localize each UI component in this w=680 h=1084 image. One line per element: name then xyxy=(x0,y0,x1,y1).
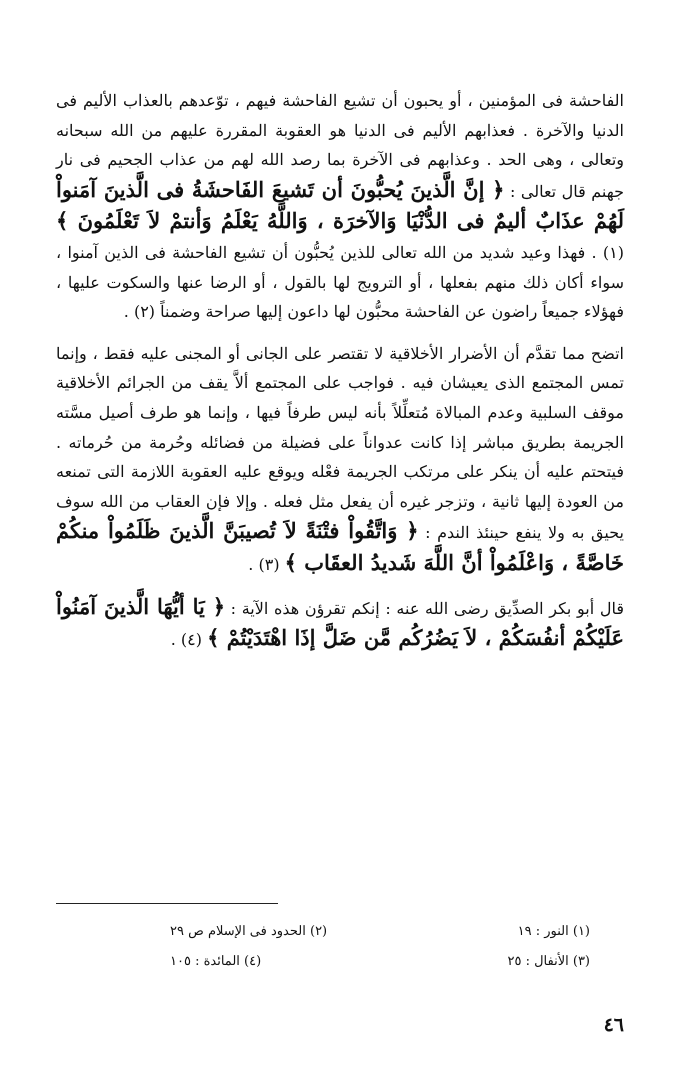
quran-verse: ﴿ يَا أيُّهَا الَّذينَ آمَنُواْ عَلَيْكُمْ أنفُسَكُمْ ، لاَ يَضُرُكُم مَّن ضَلَّ إذَا اهْتَدَيْتُمْ ﴾ xyxy=(56,593,624,651)
footnotes xyxy=(170,917,590,977)
paragraph xyxy=(56,592,624,655)
footnote-row xyxy=(170,947,590,977)
quran-verse: ﴿ إنَّ الَّذينَ يُحبُّونَ أن تَشيعَ الفَاحشَةُ فى الَّذينَ آمَنواْ لَهُمْ عذَابٌ أليمٌ فى الدُّنْيَا وَالآخرَة ، وَاللَّهُ يَعْلَمُ وَأنتمْ لاَ تَعْلَمُونَ ﴾ xyxy=(56,176,624,234)
footnote: (٣) الأنفال : ٢٥ xyxy=(507,954,590,969)
paragraph-text: قال أبو بكر الصدِّيق رضى الله عنه : إنكم تقرؤن هذه الآية : xyxy=(225,598,624,618)
paragraph xyxy=(56,86,624,327)
paragraph xyxy=(56,339,624,580)
paragraph-text: اتضح مما تقدَّم أن الأضرار الأخلاقية لا تقتصر على الجانى أو المجنى عليه فقط ، وإنما تمس المجتمع الذى يعيشان فيه . فواجب على المجتمع ألاَّ يقف من الجرائم الأخلاقية موقف السلبية وعدم المبالاة مُتعلِّلاً بأنه ليس طرفاً فيها ، وإنما هو طرف أصيل مسَّته الجريمة بطريق مباشر إذا كانت عدواناً على فضيلة من فضائله وحُرمة من حُرماته . فيتحتم عليه أن ينكر على مرتكب الجريمة فعْله ويوقع عليه العقوبة اللازمة التى تمنعه من العودة إليها ثانية ، وتزجر غيره أن يفعل مثل فعله . وإلا فإن العقاب من الله سوف يحيق به ولا ينفع حينئذ الندم : xyxy=(56,343,625,543)
paragraph-text: (٣) . xyxy=(248,554,285,574)
paragraph-text: الفاحشة فى المؤمنين ، أو يحبون أن تشيع الفاحشة فيهم ، توّعدهم بالعذاب الأليم فى الدنيا والآخرة . فعذابهم الأليم فى الدنيا هو العقوبة المقررة عليهم من الله سبحانه وتعالى ، وهى الحد . وعذابهم فى الآخرة بما رصد الله لهم من عذاب الجحيم فى نار جهنم قال تعالى : xyxy=(56,91,624,201)
quran-verse: ﴿ وَاتَّقُواْ فتْنَةً لاَ تُصيبَنَّ الَّذينَ ظَلَمُواْ منكُمْ خَاصَّةً ، وَاعْلَمُواْ أنَّ اللَّهَ شَديدُ العقَاب ﴾ xyxy=(56,518,624,575)
footnote-row xyxy=(170,917,590,947)
footnote: (١) النور : ١٩ xyxy=(517,924,590,939)
body-text xyxy=(56,86,624,655)
footnote: (٤) المائدة : ١٠٥ xyxy=(170,954,262,969)
page-number: ٤٦ xyxy=(603,1014,624,1036)
paragraph-text: (٤) . xyxy=(170,630,208,650)
footnote-separator xyxy=(56,903,278,904)
paragraph-text: (١) . فهذا وعيد شديد من الله تعالى للذين يُحبُّون أن تشيع الفاحشة فى الذين آمنوا ، سواء أكان ذلك منهم بفعلها ، أو الترويج لها بالقول ، أو الرضا عنها والسكوت عليها ، فهؤلاء جميعاً راضون عن الفاحشة محبُّون لها داعون إليها صراحة وضمناً (٢) . xyxy=(56,242,624,322)
footnote: (٢) الحدود فى الإسلام ص ٢٩ xyxy=(170,924,328,939)
